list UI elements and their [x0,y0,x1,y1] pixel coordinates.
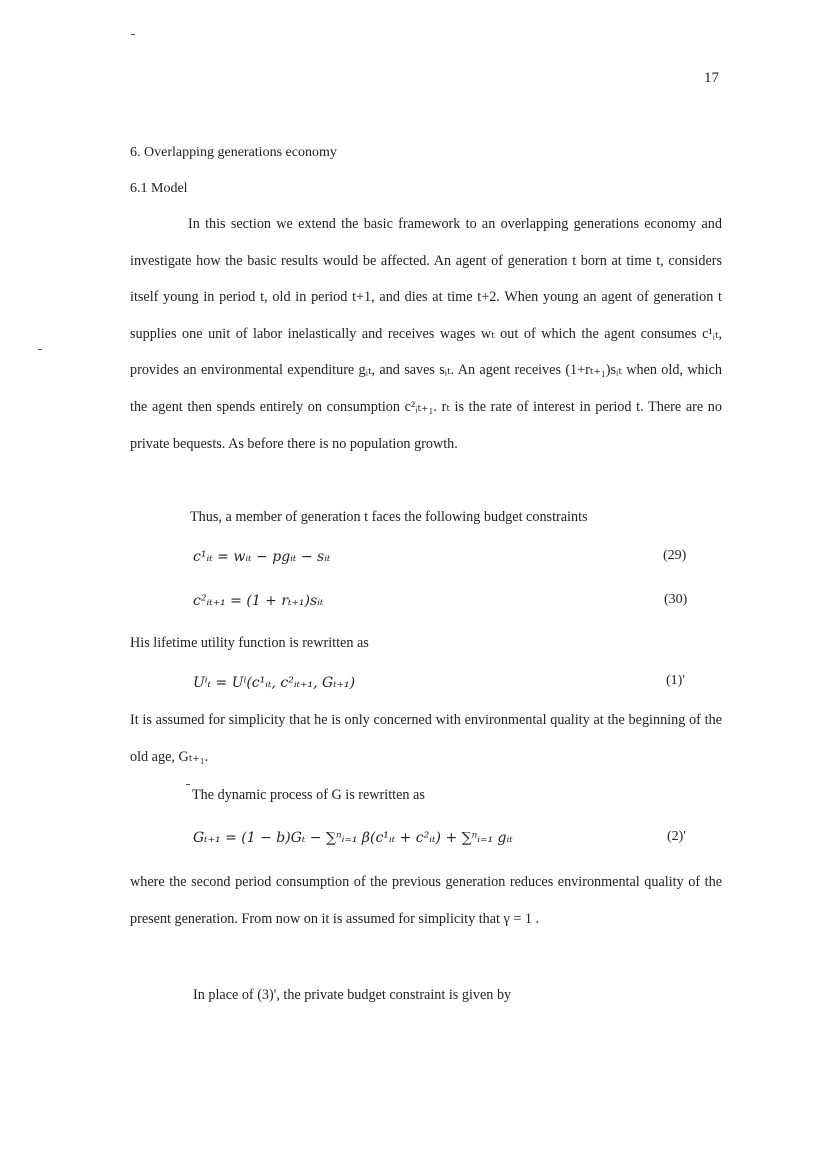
section-heading: 6. Overlapping generations economy [130,145,337,160]
scan-speck [186,784,190,785]
subsection-heading: 6.1 Model [130,181,188,196]
paragraph-model-description: In this section we extend the basic framework to an overlapping generations economy and investigate how the basic results would be affected. An agent of generation t born at time t, considers itself young in period t, old in period t+1, and dies at time t+2. When young an agent of generation t supplies one unit of labor inelastically and receives wages wₜ out of which the agent consumes c¹ᵢₜ, provides an environmental expenditure gᵢₜ, and saves sᵢₜ. An agent receives (1+rₜ₊₁)sᵢₜ when old, which the agent then spends entirely on consumption c²ᵢₜ₊₁. rₜ is the rate of interest in period t. There are no private bequests. As before there is no population growth. [130,216,722,452]
paragraph-private-budget: In place of (3)', the private budget constraint is given by [193,987,512,1003]
equation-2-prime-label: (2)' [667,829,686,844]
page-number: 17 [704,70,719,86]
paragraph-consumption-effect: where the second period consumption of the previous generation reduces environmental quality of the present generation. From now on it is assumed for simplicity that γ = 1 . [130,874,722,927]
paragraph-budget-intro: Thus, a member of generation t faces the following budget constraints [190,509,588,525]
paragraph-old-age-assumption: It is assumed for simplicity that he is only concerned with environmental quality at the beginning of the old age, Gₜ₊₁. [130,712,722,765]
scan-speck [38,349,42,350]
equation-1-prime: Uⁱₜ = Uⁱ(c¹ᵢₜ, c²ᵢₜ₊₁, Gₜ₊₁) [193,675,356,691]
equation-1-prime-label: (1)' [666,673,685,688]
equation-30: c²ᵢₜ₊₁ = (1 + rₜ₊₁)sᵢₜ [193,593,324,609]
equation-29-label: (29) [663,548,687,563]
scan-speck [131,34,135,35]
paragraph-utility-intro: His lifetime utility function is rewritten as [130,635,369,651]
equation-2-prime: Gₜ₊₁ = (1 − b)Gₜ − ∑ⁿᵢ₌₁ β(c¹ᵢₜ + c²ᵢₜ) + ∑ⁿᵢ₌₁ gᵢₜ [193,830,513,846]
equation-30-label: (30) [664,592,688,607]
paragraph-dynamic-intro: The dynamic process of G is rewritten as [192,787,425,803]
equation-29: c¹ᵢₜ = wᵢₜ − pgᵢₜ − sᵢₜ [193,549,331,565]
